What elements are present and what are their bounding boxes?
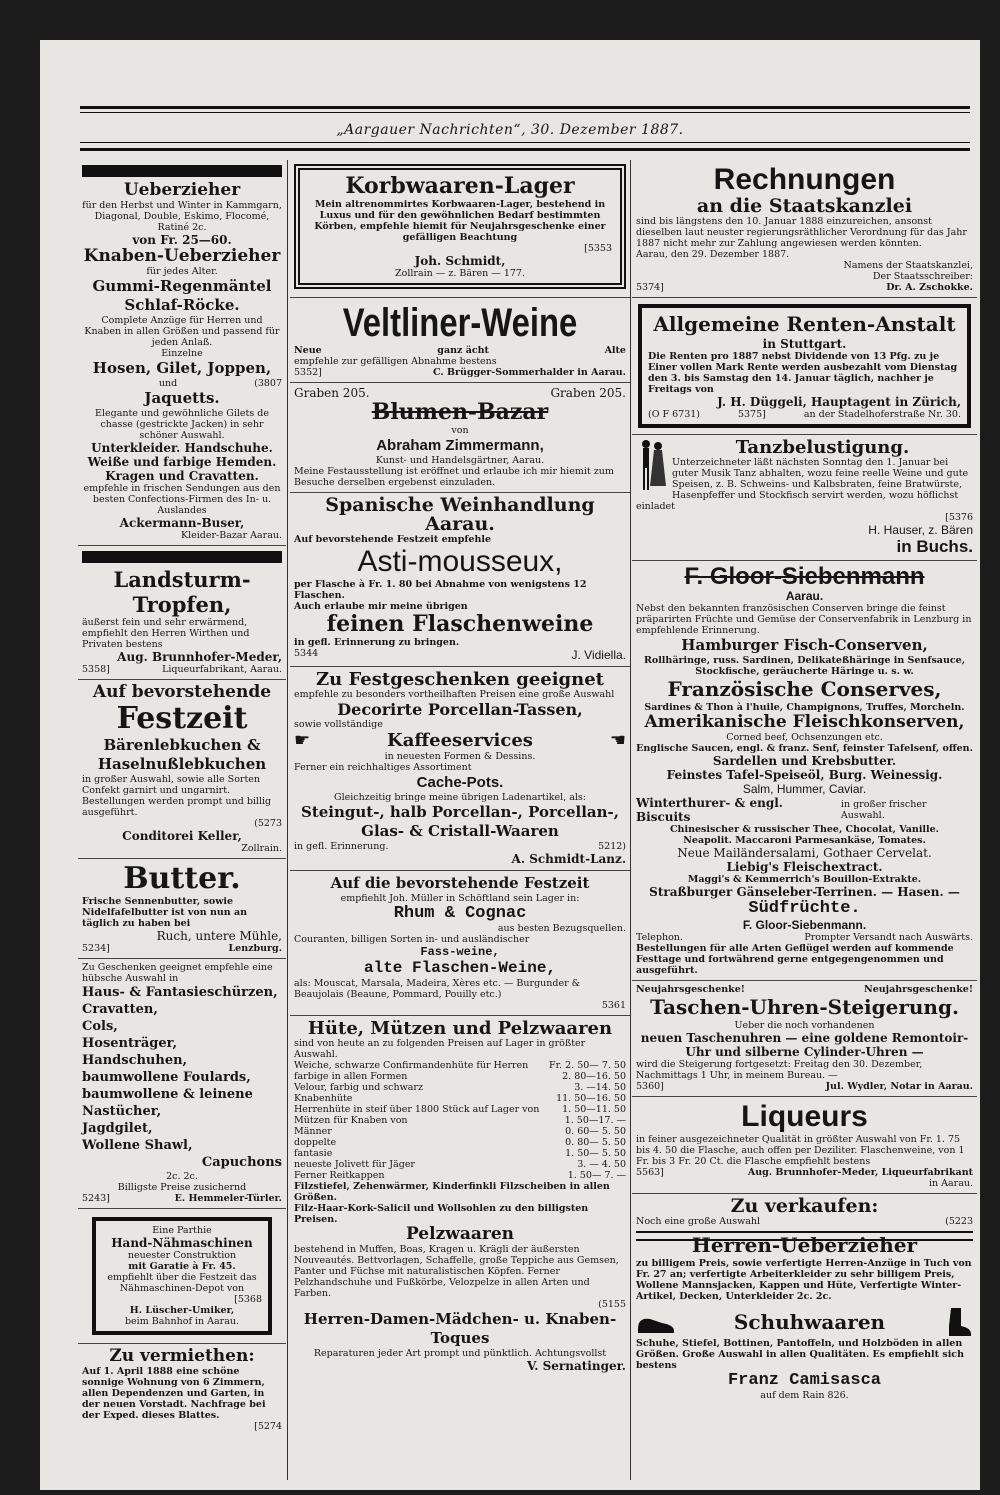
ad-firm: C. Brügger-Sommerhalder in Aarau.	[433, 367, 626, 378]
ad-zu-verkaufen	[632, 1194, 977, 1405]
price-row	[294, 1170, 626, 1181]
ad-heading: Schuhwaaren	[733, 1309, 886, 1334]
ad-heading: Pelzwaaren	[405, 1224, 515, 1244]
ad-text: Salm, Hummer, Caviar.	[742, 782, 867, 796]
list-item: Handschuhen,	[82, 1053, 188, 1068]
ad-text: Alte	[604, 345, 626, 356]
ad-code: 5375]	[737, 409, 766, 420]
ad-text: Elegante und gewöhnliche Gilets de chasse (gestrickte Jacken) in sehr schöner Auswahl.	[95, 408, 269, 441]
chain-border-frame	[294, 164, 626, 289]
ad-heading: Amerikanische Fleischkonserven,	[644, 712, 965, 732]
ad-text: Rollhäringe, russ. Sardinen, Delikateßhäringe in Senfsauce, Stockfische, geräucherte Häringe u. s. w.	[643, 655, 966, 677]
newspaper-page	[40, 40, 980, 1490]
column-left	[78, 160, 286, 1480]
ad-text: Neujahrsgeschenke!	[636, 984, 745, 995]
ad-heading: in Stuttgart.	[762, 337, 847, 351]
ad-code: 5374]	[636, 282, 664, 293]
list-item: Cols,	[82, 1019, 118, 1034]
list-item: baumwollene Foulards,	[82, 1070, 251, 1085]
boot-icon	[943, 1306, 973, 1338]
ad-veltliner	[290, 298, 630, 383]
price-row	[294, 1093, 626, 1104]
ad-firm: F. Gloor-Siebenmann.	[742, 918, 867, 932]
ad-text: Zollrain — z. Bären — 177.	[395, 268, 525, 279]
list-item: Hosenträger,	[82, 1036, 178, 1051]
ad-text: für jedes Alter.	[146, 266, 218, 277]
ad-text: Zu Geschenken geeignet empfehle eine hübsche Auswahl in	[82, 962, 273, 984]
column-divider	[630, 160, 631, 1480]
ad-firm: Joh. Schmidt,	[414, 254, 506, 268]
ad-heading: Rhum & Cognac	[393, 904, 527, 923]
ad-title: Taschen-Uhren-Steigerung.	[650, 995, 959, 1019]
ad-firm: Jul. Wydler, Notar in Aarau.	[825, 1081, 973, 1092]
ad-text: Ueber die noch vorhandenen	[734, 1020, 875, 1031]
price-item: Mützen für Knaben von	[294, 1115, 408, 1126]
shoe-icon	[636, 1309, 676, 1335]
ad-gloor-siebenmann	[632, 561, 977, 981]
ad-code: (3807	[254, 378, 282, 389]
ad-code: 5563]	[636, 1167, 664, 1178]
ad-text: in neuesten Formen & Dessins.	[384, 751, 536, 762]
ad-firm: Aug. Brunnhofer-Meder, Liqueurfabrikant	[747, 1167, 973, 1178]
ad-title: Festzeit	[116, 701, 248, 736]
ad-code: (O F 6731)	[648, 409, 701, 420]
ad-tanzbelustigung	[632, 435, 977, 561]
ad-code: 5344	[294, 648, 319, 659]
price-row	[294, 1104, 626, 1115]
ad-text: sind bis längstens den 10. Januar 1888 einzureichen, ansonst dieselben laut neuster regierungsräthlicher Verordnung für das Jahr 1887 nicht mehr zur Zahlung angewiesen werden könnten.	[636, 216, 967, 249]
ad-text: Mein altrenommirtes Korbwaaren-Lager, bestehend in Luxus und für den gewöhnlichen Bedarf bestimmten Körben, empfehle hiemit für Neujahrsgeschenke einer gefälligen Beachtung	[314, 199, 606, 243]
ad-text: in Aarau.	[928, 1178, 973, 1189]
ad-text: Bestellungen für alle Arten Geflügel werden auf kommende Festtage und fortwährend gerne entgegengenommen und ausgeführt.	[636, 943, 954, 976]
ad-heading: Bärenlebkuchen & Haselnußlebkuchen	[97, 736, 267, 773]
ad-korbwaaren	[290, 160, 630, 298]
header-bottom-rule	[80, 142, 970, 143]
ad-text: Sardellen und Krebsbutter.	[712, 754, 897, 768]
ad-text: Maggi's & Kemmerrich's Bouillon-Extrakte.	[687, 874, 922, 885]
ad-title: Butter.	[123, 861, 241, 896]
ad-frame	[638, 304, 971, 428]
ad-text: Englische Saucen, engl. & franz. Senf, feinster Tafelsenf, offen.	[636, 743, 973, 754]
price-value: 1. 50— 5. 50	[565, 1148, 626, 1159]
ad-heading: Hamburger Fisch-Conserven,	[681, 636, 928, 654]
ad-firm: Abraham Zimmermann,	[376, 437, 544, 454]
ad-text: Auf 1. April 1888 eine schöne sonnige Wohnung von 6 Zimmern, allen Dependenzen und Garten, in der neuen Vorstadt. Nachfrage bei der Exped. dieses Blattes.	[82, 1366, 266, 1421]
ad-text: Sardines & Thon à l'huile, Champignons, Truffes, Morcheln.	[644, 702, 965, 713]
ad-landsturm	[78, 546, 286, 680]
price-value: 0. 80— 5. 50	[565, 1137, 626, 1148]
ad-ueberzieher	[78, 160, 286, 546]
ad-text: Couranten, billigen Sorten in- und ausländischer	[294, 934, 530, 945]
ad-text: Straßburger Gänseleber-Terrinen. — Hasen. —	[649, 885, 960, 899]
ad-rechnungen	[632, 160, 977, 298]
ad-text: empfiehlt Joh. Müller in Schöftland sein Lager in:	[340, 893, 580, 904]
column-divider	[287, 160, 288, 1480]
ad-heading: Südfrüchte.	[748, 899, 861, 918]
price-value: Fr. 2. 50— 7. 50	[549, 1060, 626, 1071]
ad-price: von Fr. 25—60.	[132, 233, 232, 247]
price-value: 0. 60— 5. 50	[565, 1126, 626, 1137]
ad-code: 5243]	[82, 1193, 110, 1204]
ad-firm: Franz Camisasca	[727, 1371, 882, 1390]
ad-text: an der Stadelhoferstraße Nr. 30.	[803, 409, 961, 420]
ad-heading: Asti-mousseux,	[357, 545, 563, 578]
column-right	[632, 160, 977, 1480]
ad-text: in feiner ausgezeichneter Qualität in größter Auswahl von Fr. 1. 75 bis 4. 50 die Flasche, auch offen per Deziliter. Flaschenweine, von 1 Fr. bis 3 Fr. 20 Ct. die Flasche empfiehlt bestens	[636, 1134, 965, 1167]
ad-blumen-bazar	[290, 383, 630, 493]
ad-code: 5360]	[636, 1081, 664, 1092]
ad-heading: Französische Conserves,	[667, 677, 942, 701]
price-value: 3. —14. 50	[574, 1082, 626, 1093]
ad-firm: A. Schmidt-Lanz.	[511, 852, 626, 866]
price-item: Knabenhüte	[294, 1093, 353, 1104]
price-value: 1. 50—11. 50	[562, 1104, 626, 1115]
ad-festzeit	[78, 680, 286, 859]
price-item: fantasie	[294, 1148, 333, 1159]
ad-text: in gefl. Erinnerung.	[294, 841, 389, 852]
ad-title: Veltliner-Weine	[342, 301, 578, 345]
list-item: baumwollene & leinene Nastücher,	[82, 1087, 253, 1119]
ad-text: Filzstiefel, Zehenwärmer, Kinderfinkli Filzscheiben in allen Größen.	[294, 1181, 610, 1203]
ad-text: Noch eine große Auswahl	[636, 1216, 761, 1227]
ad-title: Blumen-Bazar	[371, 399, 549, 425]
price-item: farbige in allen Formen	[294, 1071, 408, 1082]
ad-code: (5223	[945, 1216, 973, 1227]
ad-spanische-weinhandlung	[290, 493, 630, 667]
price-item: Männer	[294, 1126, 332, 1137]
ad-text: neuester Construktion	[127, 1250, 237, 1261]
ad-frame	[92, 1217, 272, 1335]
ad-text: Nebst den bekannten französischen Conserven bringe die feinst präparirten Früchte und Gemüse der Conservenfabrik in Lenzburg in empfehlende Erinnerung.	[636, 603, 972, 636]
price-row	[294, 1148, 626, 1159]
price-value: 2. 80—16. 50	[562, 1071, 626, 1082]
ad-text: und	[158, 378, 178, 389]
price-value: 1. 50—17. —	[564, 1115, 626, 1126]
ad-title: Rechnungen	[713, 163, 896, 196]
ad-text: in gefl. Erinnerung zu bringen.	[294, 637, 460, 648]
ad-title: Zu Festgeschenken geeignet	[316, 669, 604, 690]
ad-text: Aarau, den 29. Dezember 1887.	[636, 249, 790, 260]
ad-huete-muetzen	[290, 1016, 630, 1377]
price-item: Herrenhüte in steif über 1800 Stück auf Lager von	[294, 1104, 540, 1115]
ad-code: [5376	[945, 512, 973, 523]
ad-text: Zollrain.	[241, 843, 282, 854]
ad-text: in großer frischer Auswahl.	[840, 799, 927, 821]
ad-heading: Jaquetts.	[144, 389, 220, 407]
list-item: Cravatten,	[82, 1002, 158, 1017]
header-top-rule-thin	[80, 112, 970, 113]
ad-heading: Gummi-Regenmäntel	[92, 277, 272, 295]
ad-text: für den Herbst und Winter in Kammgarn, Diagonal, Double, Eskimo, Flocomé, Ratiné 2c.	[82, 200, 282, 233]
ad-text: Graben 205.	[550, 386, 626, 400]
price-item: neueste Jolivett für Jäger	[294, 1159, 415, 1170]
ad-text: Namens der Staatskanzlei,	[843, 260, 973, 271]
ad-heading: neuen Taschenuhren — eine goldene Remontoir-Uhr und silberne Cylinder-Uhren —	[640, 1031, 969, 1059]
ad-heading: an die Staatskanzlei	[696, 195, 913, 217]
ad-firm: H. Hauser, z. Bären	[868, 523, 973, 537]
price-row	[294, 1082, 626, 1093]
ad-firm: J. Vidiella.	[571, 648, 626, 662]
ad-text: empfehle zur gefälligen Abnahme bestens	[294, 356, 497, 367]
ad-text: Meine Festausstellung ist eröffnet und erlaube ich mir hiemit zum Besuche derselben ergebenst einzuladen.	[294, 466, 614, 488]
ad-text: Ferner ein reichhaltiges Assortiment	[294, 762, 472, 773]
ad-title: Hand-Nähmaschinen	[111, 1236, 253, 1250]
ad-price: mit Garatie à Fr. 45.	[128, 1261, 236, 1272]
ad-text: wird die Steigerung fortgesetzt: Freitag den 30. Dezember, Nachmittags 1 Uhr, in meinem Bureau. —	[636, 1059, 923, 1081]
ad-title: Spanische Weinhandlung Aarau.	[325, 494, 595, 535]
ad-text: Complete Anzüge für Herren und Knaben in allen Größen und passend für jeden Anlaß.	[84, 315, 280, 348]
ad-heading: Weiße und farbige Hemden.	[87, 455, 277, 469]
ad-title: Liqueurs	[741, 1100, 868, 1133]
ad-text: ganz ächt	[437, 345, 489, 356]
ad-title: Hüte, Mützen und Pelzwaaren	[307, 1018, 613, 1039]
ad-text: Eine Parthie	[152, 1225, 212, 1236]
ad-text: Auf bevorstehende Festzeit empfehle	[294, 534, 492, 545]
ad-naehmaschinen	[78, 1209, 286, 1344]
ad-title: F. Gloor-Siebenmann	[684, 563, 925, 590]
ad-code: 5234]	[82, 943, 110, 954]
ad-title: Korbwaaren-Lager	[345, 173, 575, 199]
ad-text: von	[451, 425, 469, 436]
ad-text: Corned beef, Ochsenzungen etc.	[726, 732, 883, 743]
ad-text: beim Bahnhof in Aarau.	[124, 1316, 240, 1327]
ad-title: Tanzbelustigung.	[735, 437, 910, 458]
ad-liqueurs	[632, 1097, 977, 1194]
ad-code: 5358]	[82, 664, 110, 675]
ad-heading: Kragen und Cravatten.	[105, 469, 259, 483]
ad-code: [5274	[254, 1421, 282, 1432]
ad-vermiethen	[78, 1344, 286, 1436]
price-value: 1. 50— 7. —	[567, 1170, 626, 1181]
ad-text: Die Renten pro 1887 nebst Dividende von 13 Pfg. zu je Einer vollen Mark Rente werden ausbezahlt vom Dienstag den 3. bis Samstag den 14. Januar täglich, nachher je Freitags von	[648, 351, 958, 395]
ad-text: in großer Auswahl, sowie alle Sorten Confekt garnirt und ungarnirt. Bestellungen werden prompt und billig ausgeführt.	[82, 774, 272, 818]
ad-text: Lenzburg.	[228, 943, 282, 954]
ad-title: Landsturm-Tropfen,	[113, 567, 251, 617]
price-list	[294, 1060, 626, 1181]
ad-text: Prompter Versandt nach Auswärts.	[804, 932, 973, 943]
ad-heading: feinen Flaschenweine	[326, 611, 594, 637]
black-bar	[82, 165, 282, 177]
ad-text: Auch erlaube mir meine übrigen	[294, 601, 468, 612]
ad-text: Liqueurfabrikant, Aarau.	[162, 664, 282, 675]
ad-text: Reparaturen jeder Art prompt und pünktlich. Achtungsvollst	[313, 1348, 607, 1359]
ad-title: Auf die bevorstehende Festzeit	[330, 874, 590, 892]
ad-butter	[78, 859, 286, 959]
ad-title: Allgemeine Renten-Anstalt	[653, 312, 956, 336]
ad-firm: Dr. A. Zschokke.	[886, 282, 973, 293]
ad-text: Frische Sennenbutter, sowie Nidelfafelbutter ist von nun an täglich zu haben bei	[82, 896, 248, 929]
ad-text: Feinstes Tafel-Speiseöl, Burg. Weinessig.	[666, 768, 943, 782]
price-row	[294, 1137, 626, 1148]
ad-text: Schuhe, Stiefel, Bottinen, Pantoffeln, und Holzböden in allen Größen. Große Auswahl in allen Qualitäten. Es empfiehlt sich bestens	[636, 1338, 965, 1371]
ad-text: Unterzeichneter läßt nächsten Sonntag den 1. Januar bei guter Musik Tanz abhalten, wozu feine reelle Weine und gute Speisen, z. B. Schweins- und Kalbsbraten, feine Bratwürste, Hasenpfeffer und Stockfisch servirt werden, wozu höflichst einladet	[636, 457, 969, 512]
ad-taschen-uhren	[632, 981, 977, 1097]
ad-text: 2c. 2c.	[166, 1171, 198, 1182]
ad-heading: Steingut-, halb Porcellan-, Porcellan-, Glas- & Cristall-Waaren	[300, 803, 620, 840]
price-value: 3. — 4. 50	[577, 1159, 626, 1170]
ad-heading: Knaben-Ueberzieher	[83, 246, 281, 266]
ad-code: 5361	[601, 1000, 626, 1011]
ad-text: Winterthurer- & engl. Biscuits	[636, 796, 783, 824]
ad-firm: E. Hemmeler-Türler.	[174, 1193, 282, 1204]
ad-firm: Aug. Brunnhofer-Meder,	[117, 650, 282, 664]
ad-firm: Ruch, untere Mühle,	[156, 929, 282, 943]
dancing-couple-icon	[636, 438, 668, 494]
header-bottom-rule-thick	[80, 148, 970, 151]
ad-title: Zu verkaufen:	[730, 1195, 879, 1217]
price-row	[294, 1071, 626, 1082]
ad-text: Kunst- und Handelsgärtner, Aarau.	[375, 455, 545, 466]
ad-text: Graben 205.	[294, 386, 370, 400]
price-item: Weiche, schwarze Confirmandenhüte für Herren	[294, 1060, 529, 1071]
price-value: 11. 50—16. 50	[556, 1093, 626, 1104]
ad-text: äußerst fein und sehr erwärmend, empfiehlt den Herren Wirthen und Privaten bestens	[82, 617, 250, 650]
header-top-rule	[80, 106, 970, 109]
pointing-hand-left-icon: ☚	[609, 730, 626, 751]
page-header: „Aargauer Nachrichten“, 30. Dezember 1887.	[336, 122, 684, 138]
ad-text: Liebig's Fleischextract.	[726, 860, 883, 874]
ad-text: zu billigem Preis, sowie verfertigte Herren-Anzüge in Tuch von Fr. 27 an; verfertigte Arbeiterkleider zu sehr billigem Preis, Wollene Mannsjacken, Kappen und Hüte, Verfertigte Winter-Artikel, Decken, Unterkleider 2c. 2c.	[636, 1258, 972, 1302]
ad-text: Einzelne	[161, 348, 203, 359]
ad-firm: Ackermann-Buser,	[119, 516, 245, 530]
ad-firm: H. Lüscher-Umiker,	[129, 1305, 235, 1316]
ad-heading: alte Flaschen-Weine,	[363, 959, 557, 977]
ad-text: Neapolit. Maccaroni Parmesankäse, Tomates.	[683, 835, 926, 846]
ad-price: per Flasche à Fr. 1. 80 bei Abnahme von wenigstens 12 Flaschen.	[294, 579, 587, 601]
ad-text: Filz-Haar-Kork-Salicil und Wollsohlen zu den billigsten Preisen.	[294, 1203, 589, 1225]
ad-title: Ueberzieher	[123, 180, 241, 200]
price-row	[294, 1115, 626, 1126]
ad-text: Billigste Preise zusichernd	[117, 1182, 247, 1193]
ad-text: Aarau.	[785, 589, 824, 603]
ad-firm: Conditorei Keller,	[122, 829, 242, 843]
ad-text: in Buchs.	[896, 537, 973, 556]
ad-geschenke	[78, 959, 286, 1209]
ad-text: Kleider-Bazar Aarau.	[181, 530, 282, 541]
ad-text: Telephon.	[636, 932, 683, 943]
pointing-hand-right-icon: ☛	[294, 730, 311, 751]
list-item: Jagdgilet,	[82, 1121, 153, 1136]
ad-firm: V. Sernatinger.	[527, 1359, 626, 1373]
ad-code: 5352]	[294, 367, 322, 378]
ad-text: Chinesischer & russischer Thee, Chocolat, Vanille.	[670, 824, 939, 835]
price-row	[294, 1126, 626, 1137]
price-item: Ferner Reitkappen	[294, 1170, 385, 1181]
ad-code: [5368	[234, 1294, 262, 1305]
ad-text: sowie vollständige	[294, 719, 383, 730]
ad-text: aus besten Bezugsquellen.	[497, 923, 626, 934]
ad-code: (5273	[254, 818, 282, 829]
ad-firm: J. H. Düggeli, Hauptagent in Zürich,	[717, 395, 961, 409]
ad-text: sind von heute an zu folgenden Preisen auf Lager in größter Auswahl.	[294, 1038, 586, 1060]
ad-renten-anstalt	[632, 298, 977, 435]
price-item: doppelte	[294, 1137, 337, 1148]
black-bar	[82, 551, 282, 563]
ad-heading: Cache-Pots.	[416, 774, 504, 791]
price-row	[294, 1060, 626, 1071]
ad-heading: Fass-weine,	[420, 945, 500, 959]
ad-heading: Herren-Damen-Mädchen- u. Knaben-Toques	[303, 1310, 617, 1347]
ad-heading: Hosen, Gilet, Joppen,	[92, 359, 272, 377]
ad-heading: Decorirte Porcellan-Tassen,	[337, 700, 583, 719]
list-item: Wollene Shawl,	[82, 1138, 193, 1153]
ad-code: (5155	[598, 1299, 626, 1310]
ad-text: empfiehlt über die Festzeit das Nähmaschinen-Depot von	[107, 1272, 257, 1294]
ad-text: auf dem Rain 826.	[760, 1390, 849, 1401]
ad-text: bestehend in Muffen, Boas, Kragen u. Krägli der äußersten Nouveautés. Bettvorlagen, Schaffelle, große Teppiche aus Gemsen, Panter und Füchse mit naturalistischen Köpfen. Ferner Pelzhandschuhe und Fußkörbe, Velozpelze in allen Arten und Farben.	[294, 1244, 619, 1299]
price-row	[294, 1159, 626, 1170]
ad-code: [5353	[584, 243, 612, 254]
ad-title: Zu vermiethen:	[109, 1346, 255, 1366]
ad-heading: Herren-Ueberzieher	[691, 1233, 918, 1257]
ad-heading: Schlaf-Röcke.	[124, 296, 240, 314]
ad-rhum-cognac	[290, 871, 630, 1016]
price-item: Velour, farbig und schwarz	[294, 1082, 423, 1093]
column-middle	[290, 160, 630, 1480]
ad-text: Neue Mailändersalami, Gothaer Cervelat.	[677, 846, 932, 860]
ad-text: empfehle zu besonders vortheilhaften Preisen eine große Auswahl	[294, 689, 615, 700]
ad-text: Gleichzeitig bringe meine übrigen Ladenartikel, als:	[334, 792, 586, 803]
ad-heading: Auf bevorstehende	[92, 682, 272, 702]
ad-text: Neue	[294, 345, 322, 356]
ad-code: 5212)	[598, 841, 626, 852]
ad-text: Der Staatsschreiber:	[872, 271, 973, 282]
ad-heading: Unterkleider. Handschuhe.	[91, 441, 273, 455]
list-item: Capuchons	[201, 1155, 282, 1170]
ad-heading: Kaffeeservices	[387, 730, 533, 751]
ad-festgeschenke	[290, 667, 630, 871]
ad-text: empfehle in frischen Sendungen aus den besten Confections-Firmen des In- u. Auslandes	[83, 483, 281, 516]
ad-text: als: Mouscat, Marsala, Madeira, Xères etc. — Burgunder & Beaujolais (Beaune, Pommard, Pouilly etc.)	[294, 978, 581, 1000]
ad-text: Neujahrsgeschenke!	[864, 984, 973, 995]
list-item: Haus- & Fantasieschürzen,	[82, 985, 278, 1000]
